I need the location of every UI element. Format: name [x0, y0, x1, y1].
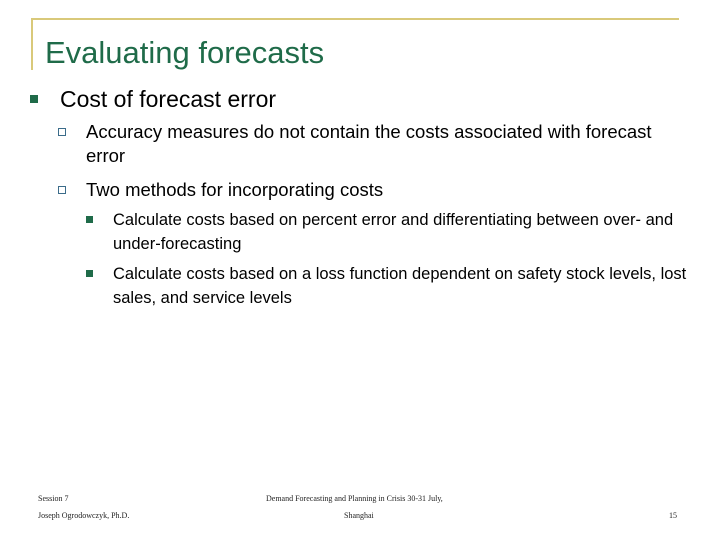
- footer-course-location: Shanghai: [344, 511, 374, 520]
- footer-course-title: Demand Forecasting and Planning in Crisis 30-31 July,: [266, 494, 443, 503]
- footer-author: Joseph Ogrodowczyk, Ph.D.: [38, 511, 130, 520]
- footer-page-number: 15: [669, 511, 677, 520]
- hollow-square-bullet-icon: [58, 186, 66, 194]
- square-bullet-icon: [86, 216, 93, 223]
- sub-bullet-accuracy-measures: Accuracy measures do not contain the costs associated with forecast error: [86, 121, 652, 166]
- sub-sub-bullet-percent-error: Calculate costs based on percent error and differentiating between over- and under-forecasting: [113, 211, 674, 253]
- sub-sub-bullet-loss-function: Calculate costs based on a loss function dependent on safety stock levels, lost sales, and service levels: [113, 265, 687, 307]
- square-bullet-icon: [86, 270, 93, 277]
- slide-title: Evaluating forecasts: [45, 35, 325, 70]
- title-frame-top-rule: [31, 18, 679, 20]
- square-bullet-icon: [30, 95, 38, 103]
- footer-session: Session 7: [38, 494, 69, 503]
- title-frame-left-rule: [31, 18, 33, 70]
- sub-bullet-two-methods: Two methods for incorporating costs: [86, 179, 384, 200]
- bullet-cost-of-forecast-error: Cost of forecast error: [60, 86, 277, 112]
- hollow-square-bullet-icon: [58, 128, 66, 136]
